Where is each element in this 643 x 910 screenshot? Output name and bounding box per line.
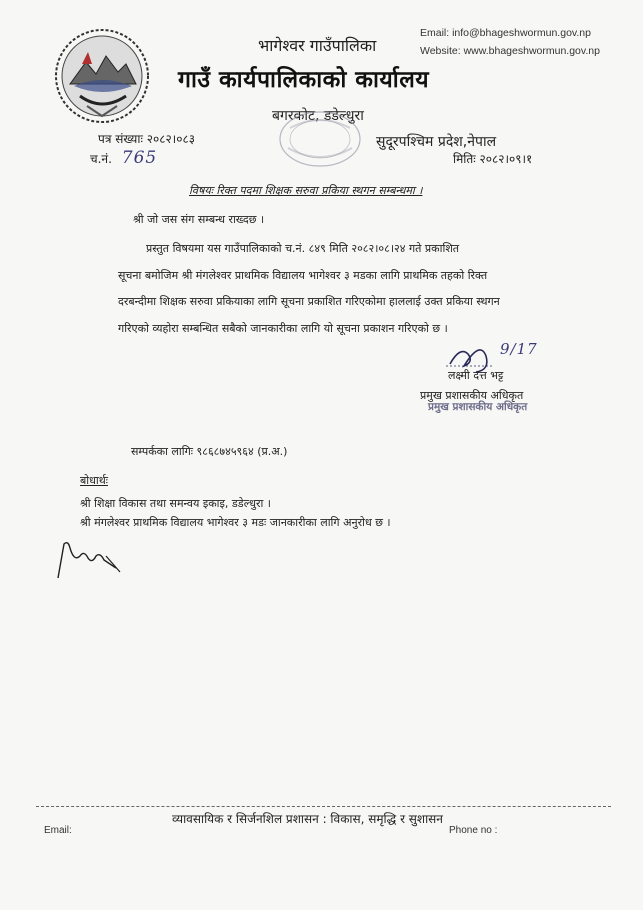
municipality-name: भागेश्वर गाउँपालिका xyxy=(258,36,377,55)
chalani-number xyxy=(90,148,157,168)
date-label: मितिः xyxy=(453,152,476,166)
body-line: गरिएको व्यहोरा सम्बन्धित सबैको जानकारीका लागि यो सूचना प्रकाशन गरिएको छ । xyxy=(118,321,448,335)
patra-sankhya xyxy=(98,130,195,147)
patra-value: २०८२।०८३ xyxy=(146,132,195,146)
letter-addressee: श्री जो जस संग सम्बन्ध राख्दछ । xyxy=(133,213,265,226)
date-value: २०८२।०९।१ xyxy=(479,152,533,166)
footer-phone-label: Phone no : xyxy=(449,825,498,836)
letter-date xyxy=(453,150,532,167)
footer-divider xyxy=(36,806,611,807)
body-line: प्रस्तुत विषयमा यस गाउँपालिकाको च.नं. ८४९ मिति २०८२।०८।२४ गते प्रकाशित xyxy=(146,242,460,255)
body-line: सूचना बमोजिम श्री मंगलेश्वर प्राथमिक विद्यालय भागेश्वर ३ मडका लागि प्राथमिक तहको रिक्त xyxy=(118,268,488,282)
chalani-handwritten-value: 765 xyxy=(121,148,158,168)
body-line: दरबन्दीमा शिक्षक सरुवा प्रकियाका लागि सूचना प्रकाशित गरिएकोमा हाललाई उक्त प्रकिया स्थगन xyxy=(118,295,500,308)
cc-item: श्री शिक्षा विकास तथा समन्वय इकाइ, डडेल्धुरा । xyxy=(80,497,271,510)
header-email: Email: info@bhageshwormun.gov.np xyxy=(420,27,591,39)
signatory-designation: प्रमुख प्रशासकीय अधिकृत xyxy=(420,389,524,402)
handwritten-initials xyxy=(50,538,130,580)
office-seal-stamp xyxy=(276,108,364,170)
letter-subject: विषयः रिक्त पदमा शिक्षक सरुवा प्रकिया स्थगन सम्बन्धमा । xyxy=(189,184,423,197)
office-title: गाउँ कार्यपालिकाको कार्यालय xyxy=(178,67,430,93)
patra-label: पत्र संख्याः xyxy=(98,132,143,146)
office-location: बगरकोट, डडेल्धुरा xyxy=(272,108,364,124)
chalani-label: च.नं. xyxy=(90,152,112,166)
cc-heading: बोधार्थः xyxy=(80,474,108,487)
designation-stamp: प्रमुख प्रशासकीय अधिकृत xyxy=(428,401,528,413)
signature-date-scrawl: 9/17 xyxy=(500,340,538,358)
nepal-emblem-logo xyxy=(52,26,152,126)
header-website: Website: www.bhageshwormun.gov.np xyxy=(420,45,600,57)
footer-email-label: Email: xyxy=(44,825,72,836)
footer-slogan: व्यावसायिक र सिर्जनशिल प्रशासन : विकास, समृद्धि र सुशासन xyxy=(172,812,443,826)
cc-item: श्री मंगलेश्वर प्राथमिक विद्यालय भागेश्वर ३ मडः जानकारीका लागि अनुरोध छ । xyxy=(80,516,391,529)
letter-body xyxy=(118,236,550,342)
contact-line: सम्पर्कका लागिः ९८६८७४५९६४ (प्र.अ.) xyxy=(131,445,288,458)
province-name: सुदूरपश्चिम प्रदेश,नेपाल xyxy=(376,134,497,150)
signatory-name: लक्ष्मी दत्त भट्ट xyxy=(448,369,504,382)
